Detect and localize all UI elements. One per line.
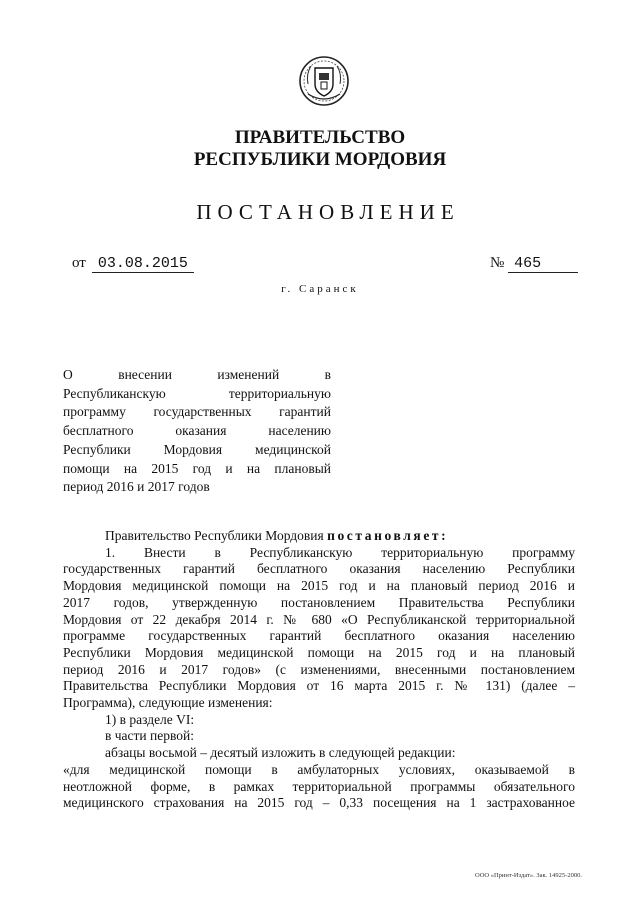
intro-text: Правительство Республики Мордовия (105, 528, 324, 543)
org-name-line2: РЕСПУБЛИКИ МОРДОВИЯ (193, 149, 447, 170)
subject-line: программу государственных гарантий (63, 404, 331, 420)
point1-line: государственных гарантий бесплатного оказания населению Республики (63, 561, 575, 577)
point1-line: Мордовия медицинской помощи на 2015 год и на плановый период 2016 и (63, 578, 575, 594)
date-value: 03.08.2015 (92, 255, 194, 273)
point1-line: программе государственных гарантий бесплатного оказания населению (63, 628, 575, 644)
subject-line: Республики Мордовия медицинской (63, 441, 331, 457)
subject-line: период 2016 и 2017 годов (63, 479, 210, 495)
point1-line: период 2016 и 2017 годов» (с изменениями, внесенными постановлением (63, 661, 575, 677)
subject-line: бесплатного оказания населению (63, 423, 331, 439)
document-type: ПОСТАНОВЛЕНИЕ (196, 200, 460, 224)
intro-emphasis: постановляет: (327, 528, 449, 543)
subpoint-part: в части первой: (105, 728, 194, 744)
point1-line: Правительства Республики Мордовия от 16 марта 2015 г. № 131) (далее – (63, 678, 575, 694)
subject-block (63, 366, 331, 497)
number-prefix: № (490, 255, 505, 271)
point1-line: Республики Мордовия медицинской помощи на 2015 год и на плановый (63, 644, 575, 660)
point1-line: 1. Внести в Республиканскую территориальную программу (105, 544, 575, 560)
point1-line: Мордовия от 22 декабря 2014 г. № 680 «О Республиканской территориальной (63, 611, 575, 627)
subpoint-paragraphs: абзацы восьмой – десятый изложить в следующей редакции: (105, 745, 456, 761)
org-name-line1: ПРАВИТЕЛЬСТВО (234, 127, 406, 148)
point1-line: 2017 годов, утвержденную постановлением Правительства Республики (63, 594, 575, 610)
quote-line: «для медицинской помощи в амбулаторных условиях, оказываемой в (63, 761, 575, 777)
coat-of-arms-icon (298, 54, 350, 108)
document-body (63, 528, 575, 812)
city: г. Саранск (281, 283, 359, 295)
quote-line: медицинского страхования на 2015 год – 0,33 посещения на 1 застрахованное (63, 795, 575, 811)
intro-paragraph (63, 528, 575, 545)
quote-line: неотложной форме, в рамках территориальной программы обязательного (63, 778, 575, 794)
number-value: 465 (508, 255, 578, 273)
subpoint-section: 1) в разделе VI: (105, 711, 195, 727)
print-footer: ООО «Принт-Издат». Зак. 14925-2000. (475, 872, 582, 879)
subject-line: Республиканскую территориальную (63, 385, 331, 401)
subject-line: О внесении изменений в (63, 367, 331, 382)
subject-line: помощи на 2015 год и на плановый (63, 460, 331, 476)
number-row (490, 255, 578, 273)
date-prefix: от (72, 255, 86, 271)
point1-line: Программа), следующие изменения: (63, 695, 273, 711)
date-row (72, 255, 194, 273)
